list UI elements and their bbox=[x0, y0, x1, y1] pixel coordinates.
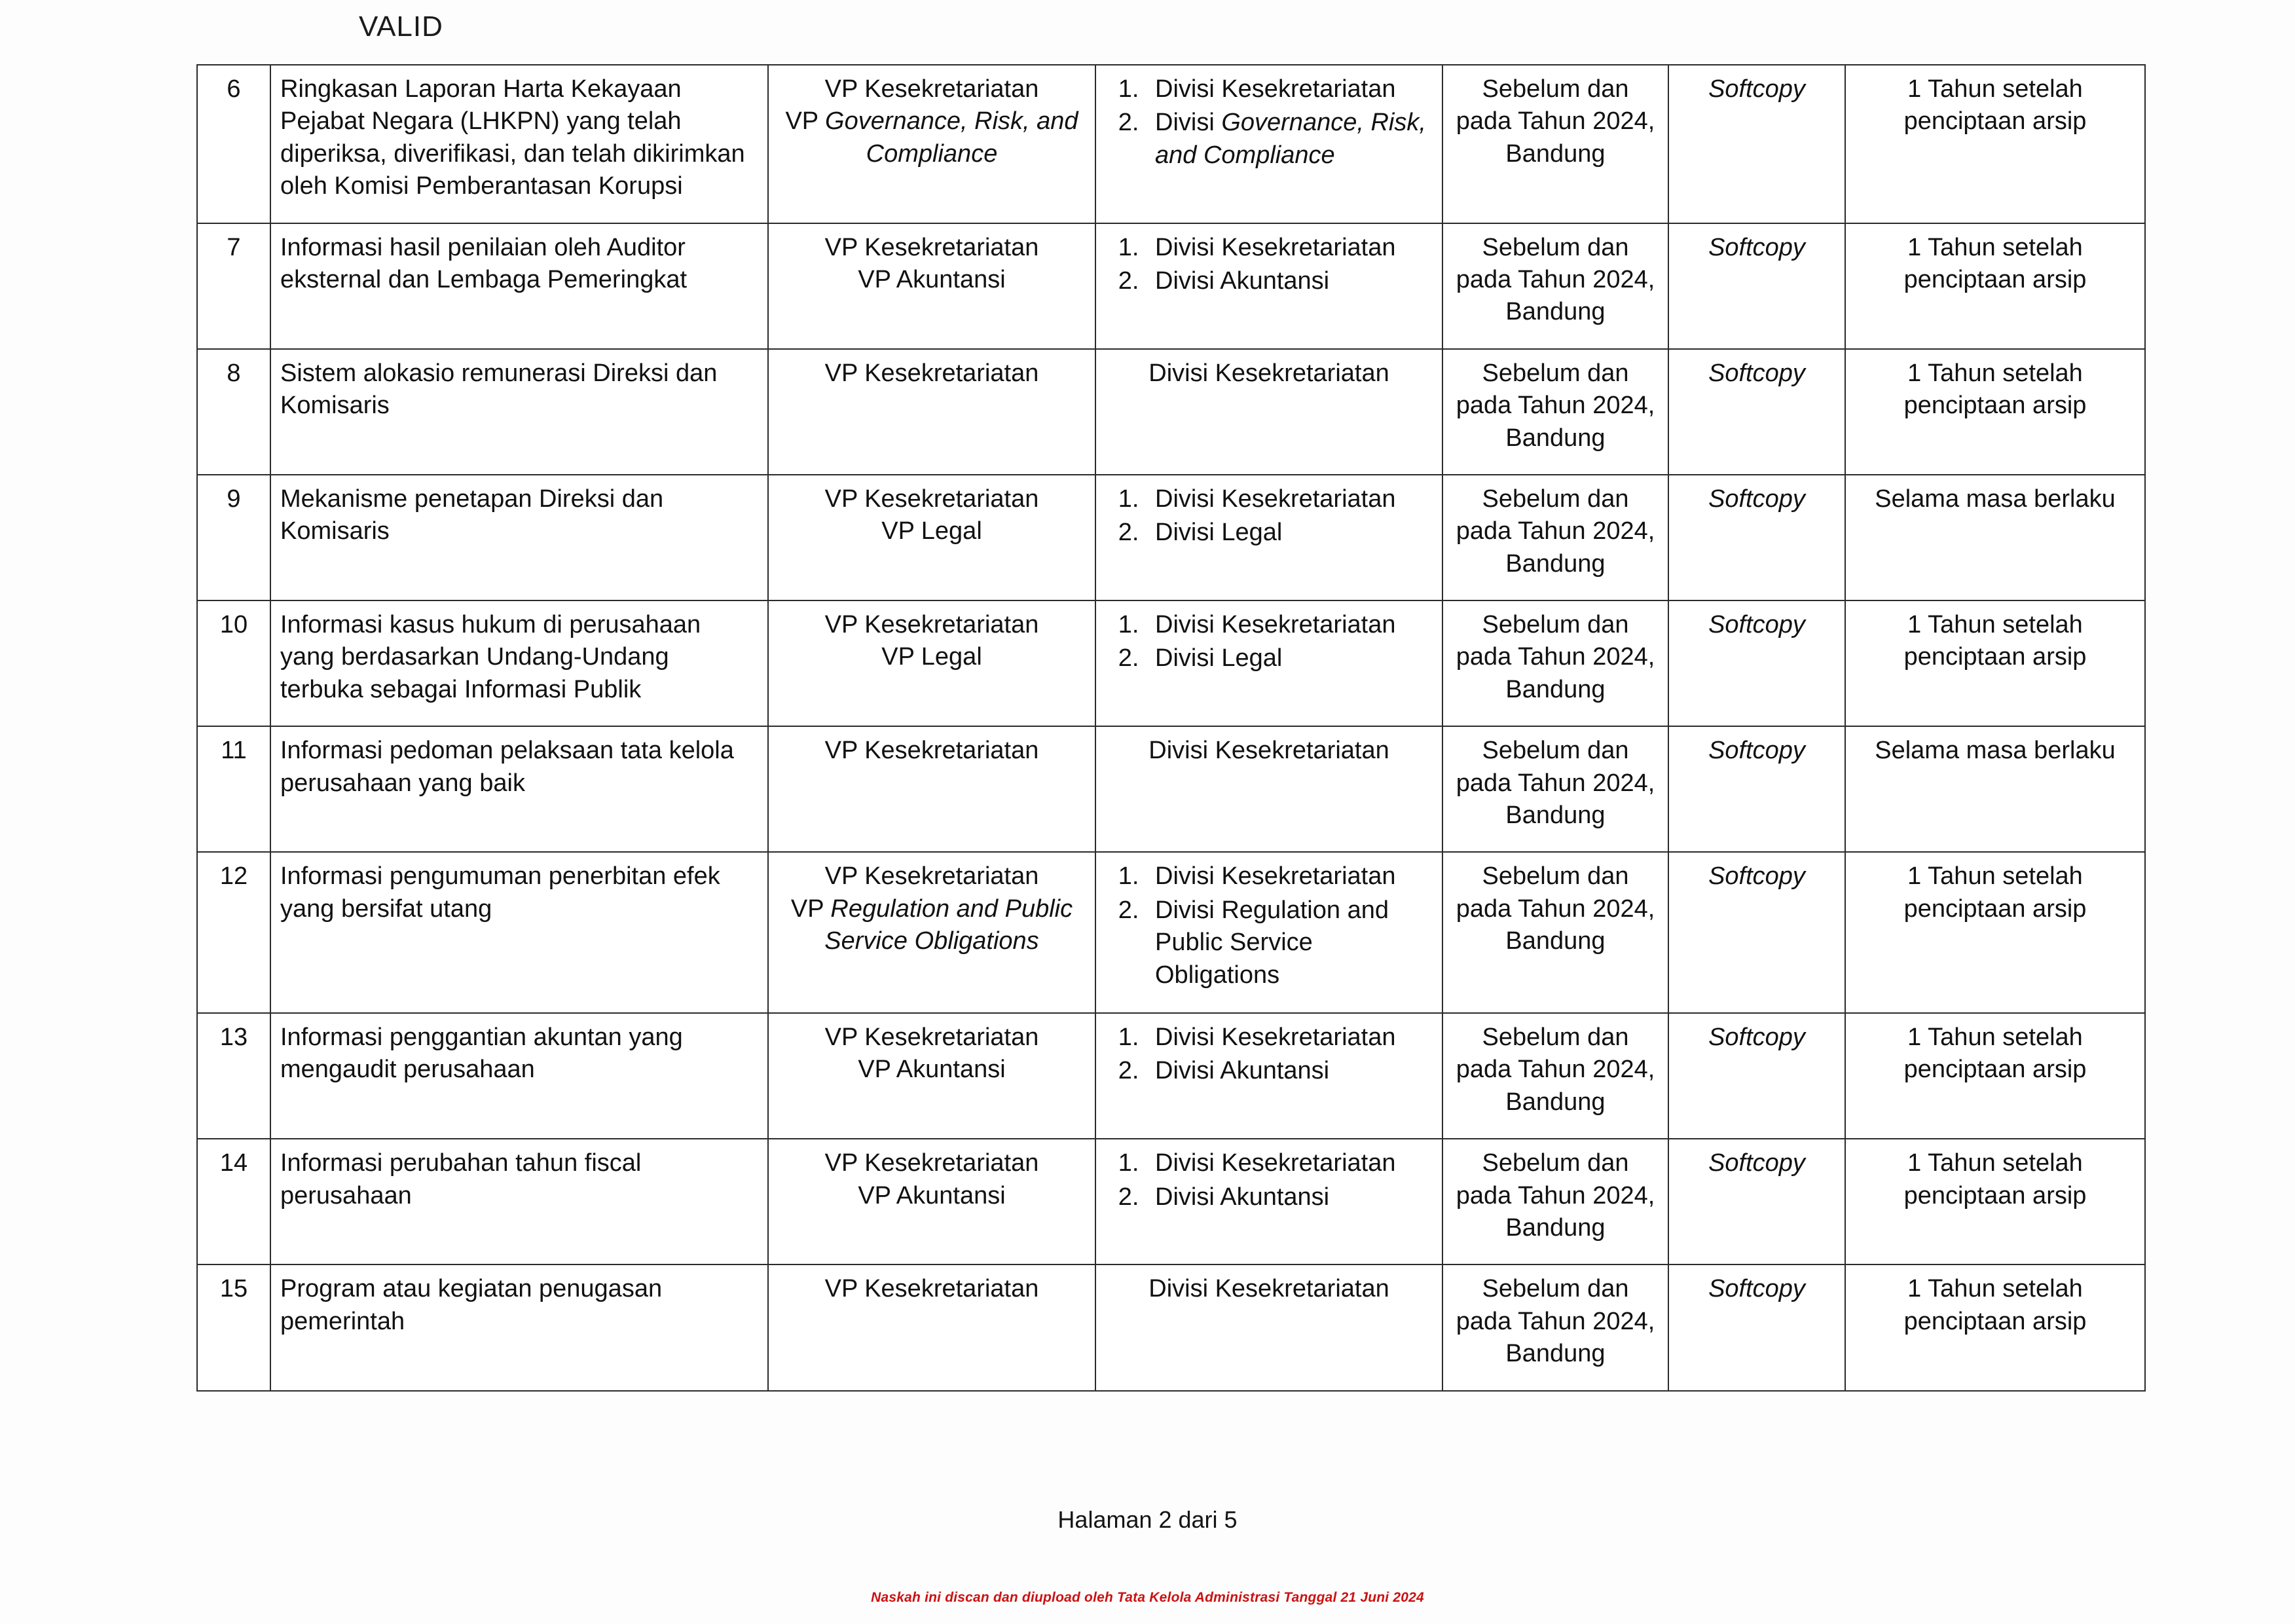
cell-unit-pengolah bbox=[1095, 65, 1442, 223]
cell-unit-pengolah: Divisi Kesekretariatan bbox=[1095, 349, 1442, 475]
division-list-item: 2. Divisi Regulation and Public Service Obligations bbox=[1146, 895, 1433, 991]
cell-penanggung-jawab bbox=[768, 852, 1095, 1013]
vp-line-secondary: VP Akuntansi bbox=[858, 265, 1006, 293]
cell-informasi: Program atau kegiatan penugasan pemerintah bbox=[270, 1264, 768, 1390]
table-row bbox=[197, 1013, 2145, 1139]
cell-retensi: 1 Tahun setelah penciptaan arsip bbox=[1845, 1264, 2145, 1390]
table-row bbox=[197, 65, 2145, 223]
cell-waktu-tempat: Sebelum dan pada Tahun 2024, Bandung bbox=[1442, 852, 1668, 1013]
cell-media: Softcopy bbox=[1668, 1264, 1845, 1390]
cell-informasi: Informasi kasus hukum di perusahaan yang berdasarkan Undang-Undang terbuka sebagai Informasi Publik bbox=[270, 600, 768, 726]
division-list-item: 2. Divisi Akuntansi bbox=[1146, 1055, 1433, 1087]
cell-informasi: Informasi pedoman pelaksaan tata kelola perusahaan yang baik bbox=[270, 726, 768, 852]
division-list bbox=[1105, 1022, 1433, 1088]
division-list-item: 1. Divisi Kesekretariatan bbox=[1146, 1022, 1433, 1054]
cell-informasi: Sistem alokasio remunerasi Direksi dan Komisaris bbox=[270, 349, 768, 475]
table-row bbox=[197, 726, 2145, 852]
cell-unit-pengolah bbox=[1095, 1013, 1442, 1139]
cell-retensi: 1 Tahun setelah penciptaan arsip bbox=[1845, 1013, 2145, 1139]
vp-line-primary: VP Kesekretariatan bbox=[824, 737, 1039, 765]
cell-unit-pengolah bbox=[1095, 475, 1442, 600]
division-list-item: 1. Divisi Kesekretariatan bbox=[1146, 232, 1433, 264]
table-row bbox=[197, 223, 2145, 349]
cell-no: 12 bbox=[197, 852, 270, 1013]
cell-waktu-tempat: Sebelum dan pada Tahun 2024, Bandung bbox=[1442, 475, 1668, 600]
table-row bbox=[197, 600, 2145, 726]
cell-penanggung-jawab bbox=[768, 1264, 1095, 1390]
vp-prefix: VP bbox=[790, 895, 831, 923]
cell-no: 10 bbox=[197, 600, 270, 726]
cell-penanggung-jawab bbox=[768, 65, 1095, 223]
cell-retensi: Selama masa berlaku bbox=[1845, 475, 2145, 600]
vp-italic-title: Governance, Risk, and Compliance bbox=[825, 107, 1078, 168]
cell-retensi: 1 Tahun setelah penciptaan arsip bbox=[1845, 852, 2145, 1013]
division-list-item: 2. Divisi Legal bbox=[1146, 517, 1433, 549]
vp-line-primary: VP Kesekretariatan bbox=[824, 233, 1039, 261]
division-list-item: 1. Divisi Kesekretariatan bbox=[1146, 860, 1433, 893]
cell-waktu-tempat: Sebelum dan pada Tahun 2024, Bandung bbox=[1442, 65, 1668, 223]
division-list-item: 1. Divisi Kesekretariatan bbox=[1146, 609, 1433, 641]
vp-line-secondary bbox=[778, 893, 1086, 958]
division-list-item: 2. Divisi Akuntansi bbox=[1146, 265, 1433, 297]
cell-media: Softcopy bbox=[1668, 1013, 1845, 1139]
cell-media: Softcopy bbox=[1668, 852, 1845, 1013]
archive-retention-table-wrapper bbox=[196, 64, 2144, 1392]
cell-informasi: Informasi hasil penilaian oleh Auditor eksternal dan Lembaga Pemeringkat bbox=[270, 223, 768, 349]
division-list-item: 1. Divisi Kesekretariatan bbox=[1146, 73, 1433, 105]
cell-no: 8 bbox=[197, 349, 270, 475]
cell-unit-pengolah bbox=[1095, 223, 1442, 349]
cell-waktu-tempat: Sebelum dan pada Tahun 2024, Bandung bbox=[1442, 1013, 1668, 1139]
cell-no: 6 bbox=[197, 65, 270, 223]
cell-media: Softcopy bbox=[1668, 223, 1845, 349]
cell-informasi: Informasi penggantian akuntan yang mengaudit perusahaan bbox=[270, 1013, 768, 1139]
cell-informasi: Ringkasan Laporan Harta Kekayaan Pejabat Negara (LHKPN) yang telah diperiksa, diverifikasi, dan telah dikirimkan oleh Komisi Pemberantasan Korupsi bbox=[270, 65, 768, 223]
division-list bbox=[1105, 860, 1433, 991]
cell-retensi: 1 Tahun setelah penciptaan arsip bbox=[1845, 349, 2145, 475]
vp-line-primary: VP Kesekretariatan bbox=[824, 359, 1039, 387]
cell-no: 14 bbox=[197, 1139, 270, 1264]
cell-retensi: 1 Tahun setelah penciptaan arsip bbox=[1845, 600, 2145, 726]
cell-unit-pengolah: Divisi Kesekretariatan bbox=[1095, 726, 1442, 852]
vp-line-primary: VP Kesekretariatan bbox=[824, 1023, 1039, 1051]
vp-line-secondary: VP Akuntansi bbox=[858, 1181, 1006, 1209]
cell-penanggung-jawab bbox=[768, 726, 1095, 852]
cell-penanggung-jawab bbox=[768, 1013, 1095, 1139]
cell-penanggung-jawab bbox=[768, 223, 1095, 349]
cell-media: Softcopy bbox=[1668, 1139, 1845, 1264]
cell-retensi: 1 Tahun setelah penciptaan arsip bbox=[1845, 223, 2145, 349]
division-list bbox=[1105, 73, 1433, 172]
cell-penanggung-jawab bbox=[768, 349, 1095, 475]
cell-retensi: Selama masa berlaku bbox=[1845, 726, 2145, 852]
division-italic-title: Governance, Risk, and Compliance bbox=[1155, 109, 1426, 169]
vp-italic-title: Regulation and Public Service Obligations bbox=[824, 895, 1073, 955]
cell-media: Softcopy bbox=[1668, 349, 1845, 475]
table-row bbox=[197, 1139, 2145, 1264]
cell-informasi: Mekanisme penetapan Direksi dan Komisaris bbox=[270, 475, 768, 600]
cell-waktu-tempat: Sebelum dan pada Tahun 2024, Bandung bbox=[1442, 223, 1668, 349]
division-list bbox=[1105, 1147, 1433, 1213]
division-list bbox=[1105, 609, 1433, 675]
cell-no: 11 bbox=[197, 726, 270, 852]
division-prefix: Divisi bbox=[1155, 109, 1222, 137]
cell-waktu-tempat: Sebelum dan pada Tahun 2024, Bandung bbox=[1442, 726, 1668, 852]
cell-waktu-tempat: Sebelum dan pada Tahun 2024, Bandung bbox=[1442, 349, 1668, 475]
vp-line-secondary: VP Legal bbox=[881, 517, 982, 545]
cell-waktu-tempat: Sebelum dan pada Tahun 2024, Bandung bbox=[1442, 600, 1668, 726]
cell-no: 7 bbox=[197, 223, 270, 349]
archive-retention-table bbox=[196, 64, 2146, 1392]
cell-penanggung-jawab bbox=[768, 600, 1095, 726]
vp-line-secondary: VP Akuntansi bbox=[858, 1056, 1006, 1084]
cell-no: 15 bbox=[197, 1264, 270, 1390]
cell-penanggung-jawab bbox=[768, 1139, 1095, 1264]
cell-informasi: Informasi perubahan tahun fiscal perusahaan bbox=[270, 1139, 768, 1264]
table-row bbox=[197, 349, 2145, 475]
cell-retensi: 1 Tahun setelah penciptaan arsip bbox=[1845, 65, 2145, 223]
cell-informasi: Informasi pengumuman penerbitan efek yang bersifat utang bbox=[270, 852, 768, 1013]
vp-line-primary: VP Kesekretariatan bbox=[824, 75, 1039, 103]
cell-media: Softcopy bbox=[1668, 65, 1845, 223]
cell-media: Softcopy bbox=[1668, 475, 1845, 600]
cell-waktu-tempat: Sebelum dan pada Tahun 2024, Bandung bbox=[1442, 1139, 1668, 1264]
division-list-item bbox=[1146, 107, 1433, 172]
division-list-item: 1. Divisi Kesekretariatan bbox=[1146, 483, 1433, 515]
cell-unit-pengolah bbox=[1095, 852, 1442, 1013]
valid-stamp: VALID bbox=[359, 10, 443, 43]
cell-no: 13 bbox=[197, 1013, 270, 1139]
vp-line-primary: VP Kesekretariatan bbox=[824, 485, 1039, 513]
division-list bbox=[1105, 232, 1433, 298]
page-footer: Halaman 2 dari 5 bbox=[1057, 1506, 1238, 1533]
division-list-item: 2. Divisi Akuntansi bbox=[1146, 1181, 1433, 1213]
table-row bbox=[197, 1264, 2145, 1390]
division-list-item: 1. Divisi Kesekretariatan bbox=[1146, 1147, 1433, 1179]
cell-waktu-tempat: Sebelum dan pada Tahun 2024, Bandung bbox=[1442, 1264, 1668, 1390]
vp-line-primary: VP Kesekretariatan bbox=[824, 1275, 1039, 1303]
cell-unit-pengolah: Divisi Kesekretariatan bbox=[1095, 1264, 1442, 1390]
vp-line-secondary: VP Legal bbox=[881, 643, 982, 671]
cell-penanggung-jawab bbox=[768, 475, 1095, 600]
cell-retensi: 1 Tahun setelah penciptaan arsip bbox=[1845, 1139, 2145, 1264]
vp-prefix: VP bbox=[785, 107, 826, 136]
vp-line-primary: VP Kesekretariatan bbox=[824, 862, 1039, 891]
vp-line-primary: VP Kesekretariatan bbox=[824, 611, 1039, 639]
table-body bbox=[197, 65, 2145, 1391]
division-list bbox=[1105, 483, 1433, 549]
cell-unit-pengolah bbox=[1095, 1139, 1442, 1264]
vp-line-primary: VP Kesekretariatan bbox=[824, 1149, 1039, 1177]
cell-media: Softcopy bbox=[1668, 600, 1845, 726]
table-row bbox=[197, 852, 2145, 1013]
division-list-item: 2. Divisi Legal bbox=[1146, 642, 1433, 674]
cell-unit-pengolah bbox=[1095, 600, 1442, 726]
vp-line-secondary bbox=[778, 105, 1086, 170]
cell-no: 9 bbox=[197, 475, 270, 600]
table-row bbox=[197, 475, 2145, 600]
cell-media: Softcopy bbox=[1668, 726, 1845, 852]
scan-upload-note: Naskah ini discan dan diupload oleh Tata Kelola Administrasi Tanggal 21 Juni 2024 bbox=[871, 1590, 1424, 1605]
